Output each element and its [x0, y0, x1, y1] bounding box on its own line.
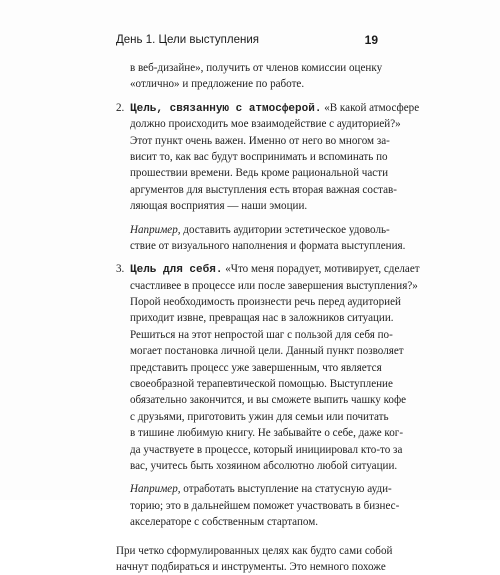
- text-line: счастливее в процессе или после завершения выступления?»: [130, 279, 418, 292]
- list-item-2-first-line: [116, 100, 420, 116]
- list-item-3-first-line: [116, 261, 420, 277]
- text-line: да участвуете в процессе, который инициировал кто-то за: [130, 443, 403, 456]
- text-line: При четко сформулированных целях как будто сами собой: [116, 544, 393, 557]
- text-line: могает постановка личной цели. Данный пункт позволяет: [130, 345, 404, 358]
- text-line: аргументов для выступления есть вторая важная состав-: [130, 183, 397, 196]
- text-line: вас, учитесь быть хозяином абсолютно любой ситуации.: [130, 459, 398, 472]
- example-first-line: [116, 222, 390, 238]
- text-line: начнут подбираться и инструменты. Это немного похоже: [116, 560, 386, 573]
- text-line: своеобразной терапевтической помощью. Выступление: [130, 378, 393, 391]
- text-line: висит то, как вас будут воспринимать и вспоминать по: [130, 150, 388, 163]
- text-line: в тишине любимую книгу. Не забывайте о себе, даже ког-: [130, 427, 404, 440]
- body-text: [116, 60, 420, 575]
- text-line: прошествии времени. Ведь кроме рациональной части: [130, 167, 389, 180]
- text-line: приходит извне, превращая нас в заложников ситуации.: [130, 312, 394, 325]
- item-keyword: Цель, связанную с атмосферой.: [130, 102, 322, 115]
- list-number: 3.: [116, 263, 125, 276]
- text-line: торию; это в дальнейшем поможет участвовать в бизнес-: [130, 499, 400, 512]
- text-fragment: отработать выступление на статусную ауди-: [180, 483, 392, 496]
- page-number: 19: [364, 33, 378, 47]
- text-line: «отлично» и предложение по работе.: [130, 78, 305, 91]
- example-first-line: [116, 481, 392, 497]
- text-fragment: «Что меня порадует, мотивирует, сделает: [222, 263, 420, 276]
- text-fragment: доставить аудитории эстетическое удоволь-: [180, 223, 390, 236]
- text-line: Решиться на этот непростой шаг с пользой для себя по-: [130, 328, 393, 341]
- text-line: должно происходить мое взаимодействие с аудиторией?»: [130, 118, 401, 131]
- chapter-title: День 1. Цели выступления: [116, 34, 259, 46]
- text-line: ствие от визуального наполнения и формата выступления.: [130, 239, 406, 252]
- text-line: представить процесс уже завершенным, что является: [130, 361, 382, 374]
- example-label: Например,: [130, 223, 181, 236]
- text-fragment: «В какой атмосфере: [321, 101, 420, 114]
- running-header: [116, 34, 378, 50]
- text-line: ляющая восприятия — наши эмоции.: [130, 200, 308, 213]
- text-line: акселераторе с собственным стартапом.: [130, 516, 319, 529]
- text-line: с друзьями, приготовить ужин для семьи или почитать: [130, 410, 389, 423]
- text-line: в веб-дизайне», получить от членов комиссии оценку: [130, 62, 383, 74]
- text-line: Порой необходимость произнести речь перед аудиторией: [130, 296, 401, 309]
- list-number: 2.: [116, 101, 125, 114]
- item-keyword: Цель для себя.: [130, 264, 223, 277]
- text-line: Этот пункт очень важен. Именно от него во многом за-: [130, 134, 390, 147]
- text-line: обязательно закончится, и вы сможете выпить чашку кофе: [130, 394, 407, 407]
- example-label: Например,: [130, 483, 181, 496]
